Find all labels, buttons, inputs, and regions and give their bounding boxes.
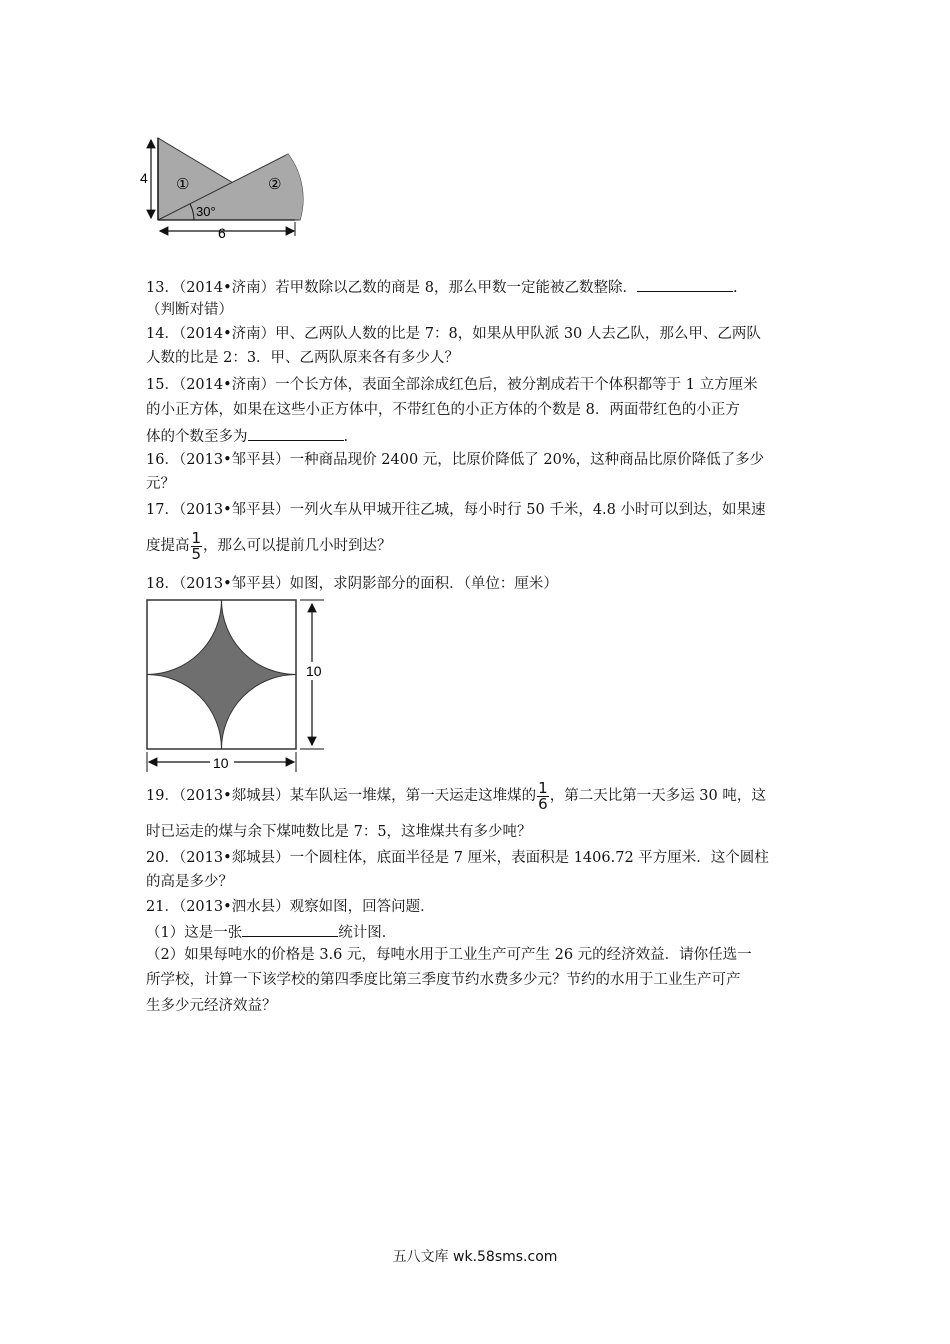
q16-line1: 16．（2013•邹平县）一种商品现价 2400 元，比原价降低了 20%，这种商品比原价降低了多少 — [146, 452, 765, 468]
q21-part2-line2: 所学校，计算一下该学校的第四季度比第三季度节约水费多少元？节约的水用于工业生产可产 — [146, 972, 741, 988]
bowtie-figure — [140, 128, 320, 240]
angle-label: 30° — [196, 204, 216, 219]
q18-line1: 18．（2013•邹平县）如图，求阴影部分的面积．（单位：厘米） — [146, 576, 558, 592]
q13-line2: （判断对错） — [146, 302, 233, 318]
q21-part1: （1）这是一张 统计图． — [146, 921, 396, 943]
q21-part2-line1: （2）如果每吨水的价格是 3.6 元，每吨水用于工业生产可产生 26 元的经济效益．请你任选一 — [146, 947, 752, 963]
q13-answer-blank[interactable] — [637, 276, 733, 292]
q16-line2: 元？ — [146, 476, 175, 492]
q21-line1: 21．（2013•泗水县）观察如图，回答问题． — [146, 899, 435, 915]
q17-fraction: $\frac{1}{5}$ — [191, 528, 202, 563]
q13-line1: 13．（2014•济南）若甲数除以乙数的商是 8，那么甲数一定能被乙数整除． . — [146, 276, 738, 298]
q15-line3: 体的个数至多为 . — [146, 425, 348, 447]
q17-line1: 17．（2013•邹平县）一列火车从甲城开往乙城，每小时行 50 千米，4.8 小时可以到达，如果速 — [146, 502, 766, 518]
q20-line1: 20．（2013•郯城县）一个圆柱体，底面半径是 7 厘米，表面积是 1406.72 平方厘米．这个圆柱 — [146, 850, 769, 866]
width-label: 6 — [218, 225, 226, 240]
q17-line2: 度提高 $\frac{1}{5}$ ，那么可以提前几小时到达？ — [146, 528, 392, 563]
dim-right-label: 10 — [306, 663, 322, 679]
q20-line2: 的高是多少？ — [146, 874, 233, 890]
sector-1-label: ① — [176, 176, 190, 193]
dim-bottom-label: 10 — [213, 755, 229, 771]
q19-fraction: $\frac{1}{6}$ — [538, 778, 548, 813]
sector-2-label: ② — [268, 176, 282, 193]
height-label: 4 — [140, 170, 148, 186]
q15-answer-blank[interactable] — [248, 425, 344, 441]
q21-answer-blank[interactable] — [242, 921, 338, 937]
q14-line2: 人数的比是 2：3．甲、乙两队原来各有多少人？ — [146, 350, 460, 366]
q19-line1: 19．（2013•郯城县）某车队运一堆煤，第一天运走这堆煤的 $\frac{1}{6}$ ，第二天比第一天多运 30 吨，这 — [146, 778, 766, 813]
q21-part2-line3: 生多少元经济效益？ — [146, 998, 277, 1014]
footer-watermark: 五八文库 wk.58sms.com — [392, 1249, 558, 1265]
q15-line2: 的小正方体，如果在这些小正方体中，不带红色的小正方体的个数是 8．两面带红色的小正方 — [146, 402, 740, 418]
q15-line1: 15．（2014•济南）一个长方体，表面全部涂成红色后，被分割成若干个体积都等于 1 立方厘米 — [146, 377, 758, 393]
star-square-figure — [140, 596, 330, 776]
q19-line2: 时已运走的煤与余下煤吨数比是 7：5，这堆煤共有多少吨？ — [146, 824, 532, 840]
q14-line1: 14．（2014•济南）甲、乙两队人数的比是 7：8，如果从甲队派 30 人去乙队，那么甲、乙两队 — [146, 326, 761, 342]
